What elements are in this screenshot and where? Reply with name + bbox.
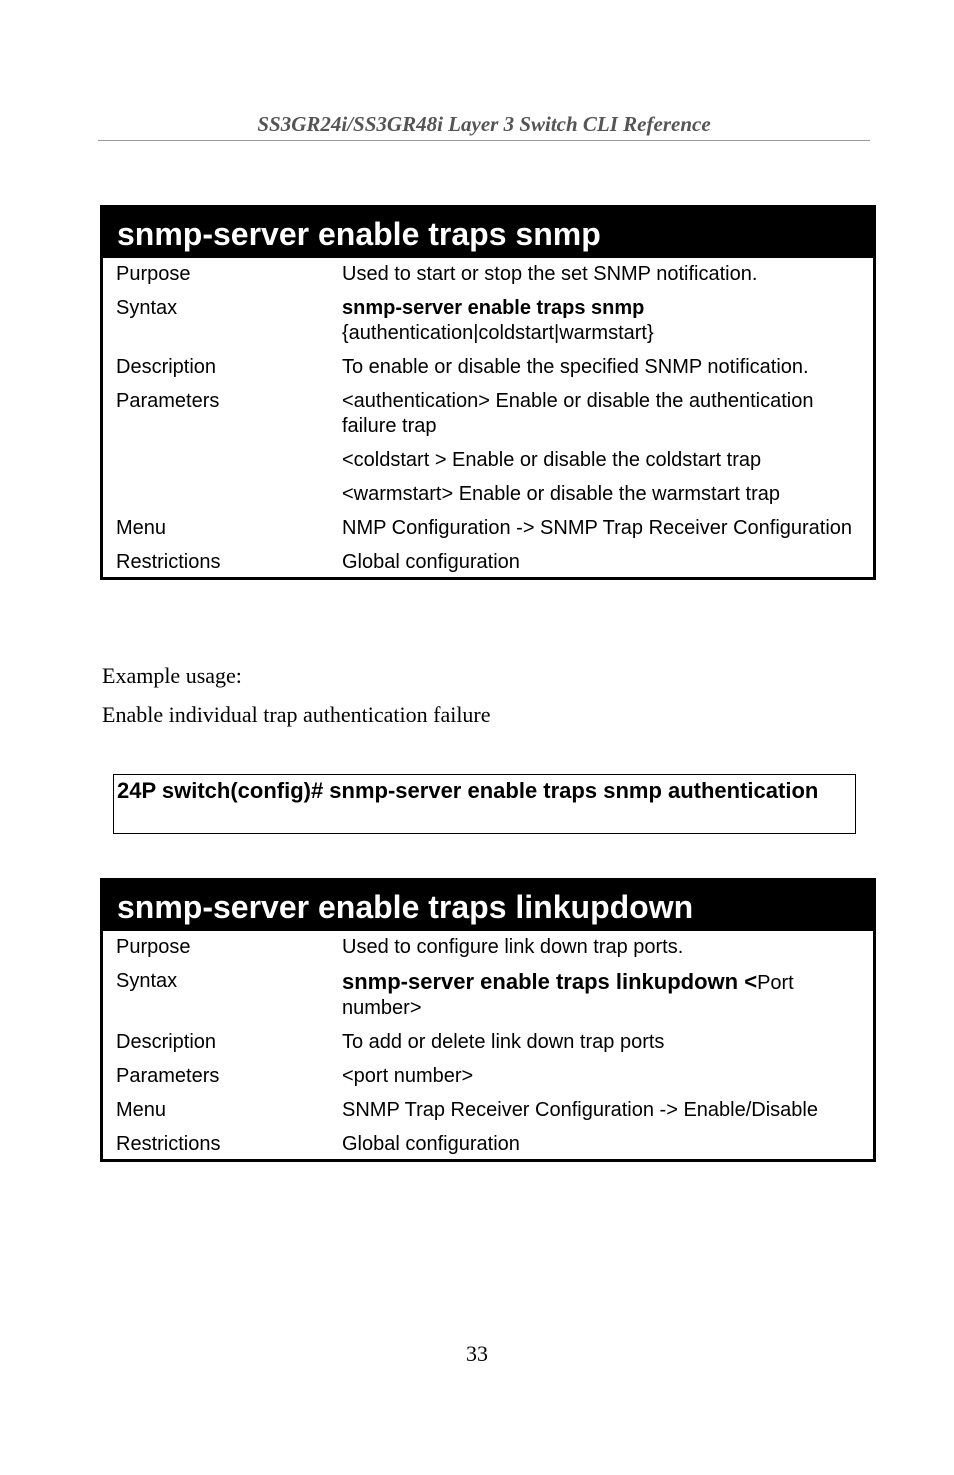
page-number: 33 <box>466 1341 488 1366</box>
description-value: To enable or disable the specified SNMP notification. <box>342 356 809 378</box>
syntax-label: Syntax <box>116 970 178 992</box>
purpose-label: Purpose <box>116 936 191 958</box>
syntax-command: snmp-server enable traps linkupdown < <box>342 969 758 994</box>
restrictions-value: Global configuration <box>342 551 520 573</box>
description-label: Description <box>116 356 217 378</box>
syntax-value <box>342 296 873 346</box>
purpose-row <box>103 935 873 960</box>
header-rule <box>98 140 870 141</box>
menu-row <box>103 1098 873 1123</box>
description-row <box>103 1030 873 1055</box>
syntax-arguments: {authentication|coldstart|warmstart} <box>342 322 654 344</box>
purpose-row <box>103 262 873 287</box>
parameters-value <box>342 389 873 507</box>
description-label: Description <box>116 1031 217 1053</box>
parameters-value: <port number> <box>342 1065 474 1087</box>
syntax-value <box>342 969 873 1021</box>
syntax-command: snmp-server enable traps snmp <box>342 297 645 319</box>
purpose-value: Used to configure link down trap ports. <box>342 936 684 958</box>
command-title: snmp-server enable traps snmp <box>103 208 873 258</box>
menu-value: NMP Configuration -> SNMP Trap Receiver Configuration <box>342 517 853 539</box>
restrictions-label: Restrictions <box>116 551 221 573</box>
description-value: To add or delete link down trap ports <box>342 1031 665 1053</box>
parameter-item: <coldstart > Enable or disable the coldstart trap <box>342 449 762 471</box>
menu-row <box>103 516 873 541</box>
parameters-label: Parameters <box>116 1065 220 1087</box>
parameters-label: Parameters <box>116 390 220 412</box>
command-table-linkupdown <box>100 878 876 1162</box>
example-code-block: 24P switch(config)# snmp-server enable traps snmp authentication <box>113 774 856 834</box>
menu-label: Menu <box>116 1099 167 1121</box>
restrictions-label: Restrictions <box>116 1133 221 1155</box>
syntax-arguments: Port number> <box>342 972 794 1019</box>
command-table-snmp <box>100 205 876 580</box>
purpose-label: Purpose <box>116 263 191 285</box>
restrictions-value: Global configuration <box>342 1133 520 1155</box>
command-title: snmp-server enable traps linkupdown <box>103 881 873 931</box>
parameter-item: <warmstart> Enable or disable the warmstart trap <box>342 483 780 505</box>
restrictions-row <box>103 550 873 575</box>
purpose-value: Used to start or stop the set SNMP notification. <box>342 263 758 285</box>
parameter-item: <authentication> Enable or disable the authentication failure trap <box>342 390 814 437</box>
running-header: SS3GR24i/SS3GR48i Layer 3 Switch CLI Reference <box>257 112 711 136</box>
menu-value: SNMP Trap Receiver Configuration -> Enable/Disable <box>342 1099 818 1121</box>
parameters-row <box>103 389 873 507</box>
syntax-label: Syntax <box>116 297 178 319</box>
menu-label: Menu <box>116 517 167 539</box>
example-description: Enable individual trap authentication failure <box>102 702 491 727</box>
description-row <box>103 355 873 380</box>
syntax-row <box>103 296 873 346</box>
parameters-row <box>103 1064 873 1089</box>
restrictions-row <box>103 1132 873 1157</box>
syntax-row <box>103 969 873 1021</box>
example-label: Example usage: <box>102 663 242 688</box>
